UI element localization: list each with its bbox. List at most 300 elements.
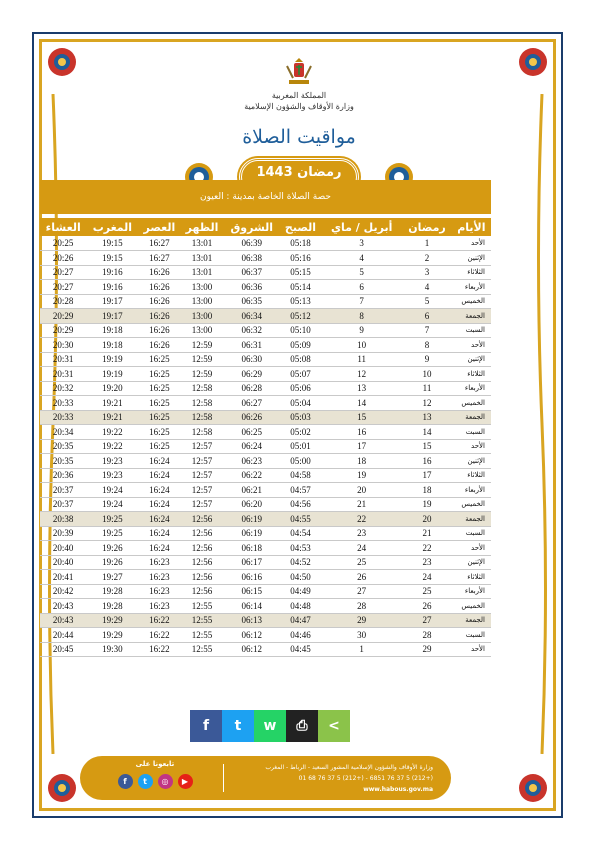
facebook-share-button[interactable] [190, 710, 222, 742]
table-cell: 04:56 [280, 497, 321, 512]
day-cell: الأحد [452, 541, 491, 556]
table-cell: 16 [402, 454, 452, 469]
column-header: الصبح [280, 218, 321, 236]
table-cell: 6 [402, 309, 452, 324]
table-cell: 16:25 [138, 439, 180, 454]
table-row [40, 323, 491, 338]
table-cell: 13:01 [180, 251, 223, 266]
table-cell: 06:14 [224, 599, 280, 614]
table-cell: 06:16 [224, 570, 280, 585]
prayer-times-table [40, 218, 491, 657]
table-cell: 28 [321, 599, 402, 614]
table-row [40, 396, 491, 411]
table-cell: 5 [402, 294, 452, 309]
table-cell: 12:58 [180, 396, 223, 411]
day-cell: الأحد [452, 236, 491, 251]
column-header: أبريل / ماي [321, 218, 402, 236]
table-cell: 20:31 [40, 352, 86, 367]
table-row [40, 613, 491, 628]
table-cell: 19:23 [86, 454, 138, 469]
table-cell: 05:01 [280, 439, 321, 454]
table-cell: 13 [402, 410, 452, 425]
table-cell: 16:25 [138, 396, 180, 411]
table-cell: 04:48 [280, 599, 321, 614]
day-cell: الأحد [452, 642, 491, 657]
day-cell: الثلاثاء [452, 468, 491, 483]
table-cell: 13:01 [180, 236, 223, 251]
table-cell: 16:26 [138, 294, 180, 309]
table-row [40, 454, 491, 469]
table-cell: 19:20 [86, 381, 138, 396]
table-cell: 16:25 [138, 352, 180, 367]
table-cell: 12:57 [180, 468, 223, 483]
kingdom-name: المملكة المغربية [271, 91, 327, 100]
day-cell: الجمعة [452, 613, 491, 628]
table-row [40, 352, 491, 367]
table-cell: 04:46 [280, 628, 321, 643]
table-cell: 16:25 [138, 425, 180, 440]
table-cell: 04:49 [280, 584, 321, 599]
column-header: رمضان [402, 218, 452, 236]
table-cell: 19 [402, 497, 452, 512]
table-row [40, 280, 491, 295]
table-cell: 06:22 [224, 468, 280, 483]
table-cell: 14 [321, 396, 402, 411]
table-cell: 06:32 [224, 323, 280, 338]
day-cell: الإثنين [452, 555, 491, 570]
table-row [40, 497, 491, 512]
table-cell: 13:01 [180, 265, 223, 280]
table-cell: 16:23 [138, 599, 180, 614]
table-cell: 12:55 [180, 613, 223, 628]
table-cell: 24 [321, 541, 402, 556]
table-cell: 06:15 [224, 584, 280, 599]
footer-divider [223, 764, 224, 792]
table-cell: 21 [402, 526, 452, 541]
table-row [40, 367, 491, 382]
table-row [40, 628, 491, 643]
table-cell: 13:00 [180, 280, 223, 295]
table-cell: 12:55 [180, 599, 223, 614]
table-cell: 12:56 [180, 555, 223, 570]
table-row [40, 425, 491, 440]
table-cell: 16:26 [138, 309, 180, 324]
table-cell: 06:24 [224, 439, 280, 454]
table-cell: 06:18 [224, 541, 280, 556]
table-cell: 05:09 [280, 338, 321, 353]
table-cell: 20:25 [40, 236, 86, 251]
table-cell: 19:28 [86, 584, 138, 599]
day-cell: الإثنين [452, 352, 491, 367]
table-cell: 16:24 [138, 497, 180, 512]
table-cell: 9 [402, 352, 452, 367]
table-cell: 20:35 [40, 439, 86, 454]
ministry-name: وزارة الأوقاف والشؤون الإسلامية [244, 102, 354, 111]
table-cell: 16:23 [138, 570, 180, 585]
table-cell: 06:37 [224, 265, 280, 280]
table-cell: 30 [321, 628, 402, 643]
day-cell: الأربعاء [452, 381, 491, 396]
city-title-bar: حصة الصلاة الخاصة بمدينة : العيون [40, 180, 491, 214]
table-cell: 19:15 [86, 251, 138, 266]
table-cell: 16:22 [138, 642, 180, 657]
table-cell: 29 [402, 642, 452, 657]
table-cell: 20 [402, 512, 452, 527]
table-cell: 04:45 [280, 642, 321, 657]
table-cell: 04:52 [280, 555, 321, 570]
table-cell: 22 [321, 512, 402, 527]
table-cell: 19:29 [86, 613, 138, 628]
table-cell: 19:16 [86, 280, 138, 295]
table-cell: 18 [402, 483, 452, 498]
table-cell: 20:36 [40, 468, 86, 483]
table-cell: 16:25 [138, 381, 180, 396]
table-cell: 05:15 [280, 265, 321, 280]
table-row [40, 236, 491, 251]
table-cell: 9 [321, 323, 402, 338]
table-cell: 6 [321, 280, 402, 295]
table-cell: 20:33 [40, 396, 86, 411]
table-cell: 12:57 [180, 483, 223, 498]
whatsapp-icon: w [263, 718, 277, 734]
table-cell: 19:26 [86, 555, 138, 570]
table-cell: 19:22 [86, 439, 138, 454]
table-cell: 8 [402, 338, 452, 353]
table-cell: 12:59 [180, 367, 223, 382]
column-header: العصر [138, 218, 180, 236]
table-cell: 15 [321, 410, 402, 425]
day-cell: السبت [452, 425, 491, 440]
table-cell: 05:12 [280, 309, 321, 324]
table-cell: 04:57 [280, 483, 321, 498]
table-cell: 05:16 [280, 251, 321, 266]
website-link[interactable]: www.habous.gov.ma [363, 786, 433, 793]
table-cell: 2 [402, 251, 452, 266]
table-cell: 04:53 [280, 541, 321, 556]
column-header: المغرب [86, 218, 138, 236]
table-cell: 16:24 [138, 483, 180, 498]
table-cell: 06:36 [224, 280, 280, 295]
table-cell: 06:34 [224, 309, 280, 324]
table-cell: 26 [321, 570, 402, 585]
table-cell: 20:38 [40, 512, 86, 527]
table-cell: 19:27 [86, 570, 138, 585]
table-cell: 1 [402, 236, 452, 251]
side-ornament-icon [535, 94, 549, 754]
table-cell: 06:12 [224, 628, 280, 643]
table-cell: 12:57 [180, 454, 223, 469]
table-cell: 5 [321, 265, 402, 280]
table-cell: 12:55 [180, 628, 223, 643]
share-bar [190, 710, 350, 740]
table-cell: 20 [321, 483, 402, 498]
table-cell: 20:32 [40, 381, 86, 396]
table-cell: 12:55 [180, 642, 223, 657]
twitter-share-button[interactable] [222, 710, 254, 742]
social-links [100, 774, 210, 789]
table-cell: 04:54 [280, 526, 321, 541]
table-cell: 19:19 [86, 367, 138, 382]
table-row [40, 381, 491, 396]
table-cell: 16:26 [138, 338, 180, 353]
table-cell: 19:25 [86, 526, 138, 541]
table-cell: 12:57 [180, 439, 223, 454]
table-cell: 8 [321, 309, 402, 324]
table-cell: 05:07 [280, 367, 321, 382]
table-cell: 3 [402, 265, 452, 280]
table-cell: 05:03 [280, 410, 321, 425]
page-title: مواقيت الصلاة [242, 126, 356, 148]
table-row [40, 309, 491, 324]
table-cell: 12 [321, 367, 402, 382]
share-icon: < [328, 718, 340, 734]
day-cell: الثلاثاء [452, 265, 491, 280]
table-cell: 16:23 [138, 555, 180, 570]
table-cell: 19:24 [86, 497, 138, 512]
print-share-button[interactable] [286, 710, 318, 742]
table-row [40, 439, 491, 454]
day-cell: الخميس [452, 396, 491, 411]
table-row [40, 294, 491, 309]
facebook-icon[interactable]: f [118, 774, 133, 789]
table-cell: 20:43 [40, 613, 86, 628]
table-cell: 04:58 [280, 468, 321, 483]
floral-corner-icon [42, 768, 82, 808]
table-cell: 16:27 [138, 236, 180, 251]
table-cell: 06:39 [224, 236, 280, 251]
table-cell: 29 [321, 613, 402, 628]
table-cell: 19:28 [86, 599, 138, 614]
table-cell: 19:17 [86, 309, 138, 324]
day-cell: الأحد [452, 439, 491, 454]
table-cell: 05:02 [280, 425, 321, 440]
table-cell: 4 [321, 251, 402, 266]
table-cell: 04:50 [280, 570, 321, 585]
table-cell: 10 [321, 338, 402, 353]
table-cell: 19:30 [86, 642, 138, 657]
table-cell: 06:20 [224, 497, 280, 512]
table-cell: 12:58 [180, 381, 223, 396]
table-cell: 19:18 [86, 338, 138, 353]
day-cell: الأربعاء [452, 483, 491, 498]
day-cell: الثلاثاء [452, 570, 491, 585]
table-cell: 06:27 [224, 396, 280, 411]
table-cell: 16:22 [138, 613, 180, 628]
table-cell: 04:55 [280, 512, 321, 527]
table-cell: 05:10 [280, 323, 321, 338]
ministry-header [214, 90, 384, 112]
column-header: الظهر [180, 218, 223, 236]
table-cell: 14 [402, 425, 452, 440]
day-cell: الجمعة [452, 512, 491, 527]
table-row [40, 541, 491, 556]
day-cell: الأحد [452, 338, 491, 353]
table-cell: 24 [402, 570, 452, 585]
table-cell: 05:18 [280, 236, 321, 251]
table-cell: 12:56 [180, 584, 223, 599]
table-cell: 06:17 [224, 555, 280, 570]
table-cell: 06:21 [224, 483, 280, 498]
day-cell: السبت [452, 526, 491, 541]
table-cell: 05:04 [280, 396, 321, 411]
table-cell: 25 [402, 584, 452, 599]
table-cell: 05:08 [280, 352, 321, 367]
table-cell: 12:56 [180, 526, 223, 541]
table-cell: 16:24 [138, 454, 180, 469]
table-cell: 27 [321, 584, 402, 599]
table-row [40, 526, 491, 541]
table-cell: 1 [321, 642, 402, 657]
table-cell: 16:26 [138, 265, 180, 280]
table-cell: 16:22 [138, 628, 180, 643]
table-cell: 20:42 [40, 584, 86, 599]
table-cell: 06:19 [224, 526, 280, 541]
whatsapp-share-button[interactable] [254, 710, 286, 742]
table-body [40, 236, 491, 657]
day-cell: الجمعة [452, 410, 491, 425]
table-cell: 12 [402, 396, 452, 411]
table-row [40, 483, 491, 498]
table-cell: 06:23 [224, 454, 280, 469]
day-cell: الثلاثاء [452, 367, 491, 382]
table-cell: 11 [321, 352, 402, 367]
table-cell: 12:58 [180, 410, 223, 425]
table-cell: 20:30 [40, 338, 86, 353]
table-cell: 20:29 [40, 323, 86, 338]
follow-label: تابعونا على [135, 760, 175, 768]
table-cell: 16:25 [138, 367, 180, 382]
day-cell: الأربعاء [452, 280, 491, 295]
table-cell: 20:44 [40, 628, 86, 643]
table-cell: 20:37 [40, 483, 86, 498]
table-cell: 20:37 [40, 497, 86, 512]
column-header: العشاء [40, 218, 86, 236]
table-cell: 12:57 [180, 497, 223, 512]
table-cell: 12:58 [180, 425, 223, 440]
table-cell: 16:25 [138, 410, 180, 425]
table-cell: 19:24 [86, 483, 138, 498]
day-cell: الإثنين [452, 454, 491, 469]
table-cell: 18 [321, 454, 402, 469]
table-cell: 28 [402, 628, 452, 643]
table-cell: 19:18 [86, 323, 138, 338]
table-cell: 19 [321, 468, 402, 483]
follow-section [100, 760, 210, 789]
table-cell: 20:40 [40, 555, 86, 570]
table-cell: 05:14 [280, 280, 321, 295]
table-cell: 13:00 [180, 323, 223, 338]
phone-text: (+212) 5 37 76 6851 - (+212) 5 37 76 68 01 [298, 775, 433, 782]
table-row [40, 265, 491, 280]
table-row [40, 570, 491, 585]
table-cell: 20:45 [40, 642, 86, 657]
share-share-button[interactable] [318, 710, 350, 742]
table-cell: 16:24 [138, 526, 180, 541]
day-cell: السبت [452, 323, 491, 338]
contact-info [223, 762, 433, 795]
table-cell: 19:22 [86, 425, 138, 440]
table-cell: 19:15 [86, 236, 138, 251]
table-cell: 11 [402, 381, 452, 396]
table-cell: 04:47 [280, 613, 321, 628]
table-cell: 19:21 [86, 410, 138, 425]
table-cell: 20:39 [40, 526, 86, 541]
table-cell: 20:34 [40, 425, 86, 440]
table-cell: 19:29 [86, 628, 138, 643]
youtube-icon[interactable]: ▶ [178, 774, 193, 789]
table-cell: 27 [402, 613, 452, 628]
table-cell: 05:13 [280, 294, 321, 309]
table-cell: 12:56 [180, 541, 223, 556]
column-header: الشروق [224, 218, 280, 236]
facebook-icon: f [202, 718, 210, 734]
table-cell: 19:26 [86, 541, 138, 556]
table-cell: 06:12 [224, 642, 280, 657]
table-row [40, 338, 491, 353]
table-row [40, 599, 491, 614]
floral-corner-icon [513, 42, 553, 82]
day-cell: الإثنين [452, 251, 491, 266]
footer [80, 756, 451, 800]
table-cell: 16 [321, 425, 402, 440]
table-cell: 06:38 [224, 251, 280, 266]
table-cell: 20:41 [40, 570, 86, 585]
table-cell: 20:31 [40, 367, 86, 382]
table-cell: 05:00 [280, 454, 321, 469]
table-cell: 05:06 [280, 381, 321, 396]
day-cell: الخميس [452, 294, 491, 309]
print-icon: ⎙ [296, 718, 308, 734]
table-row [40, 555, 491, 570]
column-header: الأيام [452, 218, 491, 236]
table-cell: 23 [402, 555, 452, 570]
table-cell: 22 [402, 541, 452, 556]
table-cell: 12:56 [180, 570, 223, 585]
table-cell: 20:27 [40, 265, 86, 280]
table-cell: 20:40 [40, 541, 86, 556]
table-cell: 16:24 [138, 512, 180, 527]
table-cell: 17 [321, 439, 402, 454]
table-cell: 7 [402, 323, 452, 338]
table-row [40, 512, 491, 527]
table-cell: 23 [321, 526, 402, 541]
table-cell: 16:23 [138, 584, 180, 599]
table-cell: 20:27 [40, 280, 86, 295]
table-cell: 17 [402, 468, 452, 483]
twitter-icon[interactable]: t [138, 774, 153, 789]
table-cell: 19:23 [86, 468, 138, 483]
table-cell: 06:30 [224, 352, 280, 367]
table-cell: 21 [321, 497, 402, 512]
table-cell: 06:25 [224, 425, 280, 440]
table-cell: 12:59 [180, 338, 223, 353]
table-cell: 19:16 [86, 265, 138, 280]
day-cell: الجمعة [452, 309, 491, 324]
table-cell: 13 [321, 381, 402, 396]
table-row [40, 642, 491, 657]
ramadan-label: رمضان 1443 [256, 165, 342, 180]
address-text: وزارة الأوقاف والشؤون الإسلامية المشور السعيد - الرباط - المغرب [265, 764, 433, 771]
table-cell: 20:35 [40, 454, 86, 469]
table-cell: 26 [402, 599, 452, 614]
table-cell: 06:31 [224, 338, 280, 353]
table-cell: 16:26 [138, 323, 180, 338]
table-cell: 19:17 [86, 294, 138, 309]
table-row [40, 410, 491, 425]
table-cell: 20:29 [40, 309, 86, 324]
instagram-icon[interactable]: ◎ [158, 774, 173, 789]
day-cell: السبت [452, 628, 491, 643]
